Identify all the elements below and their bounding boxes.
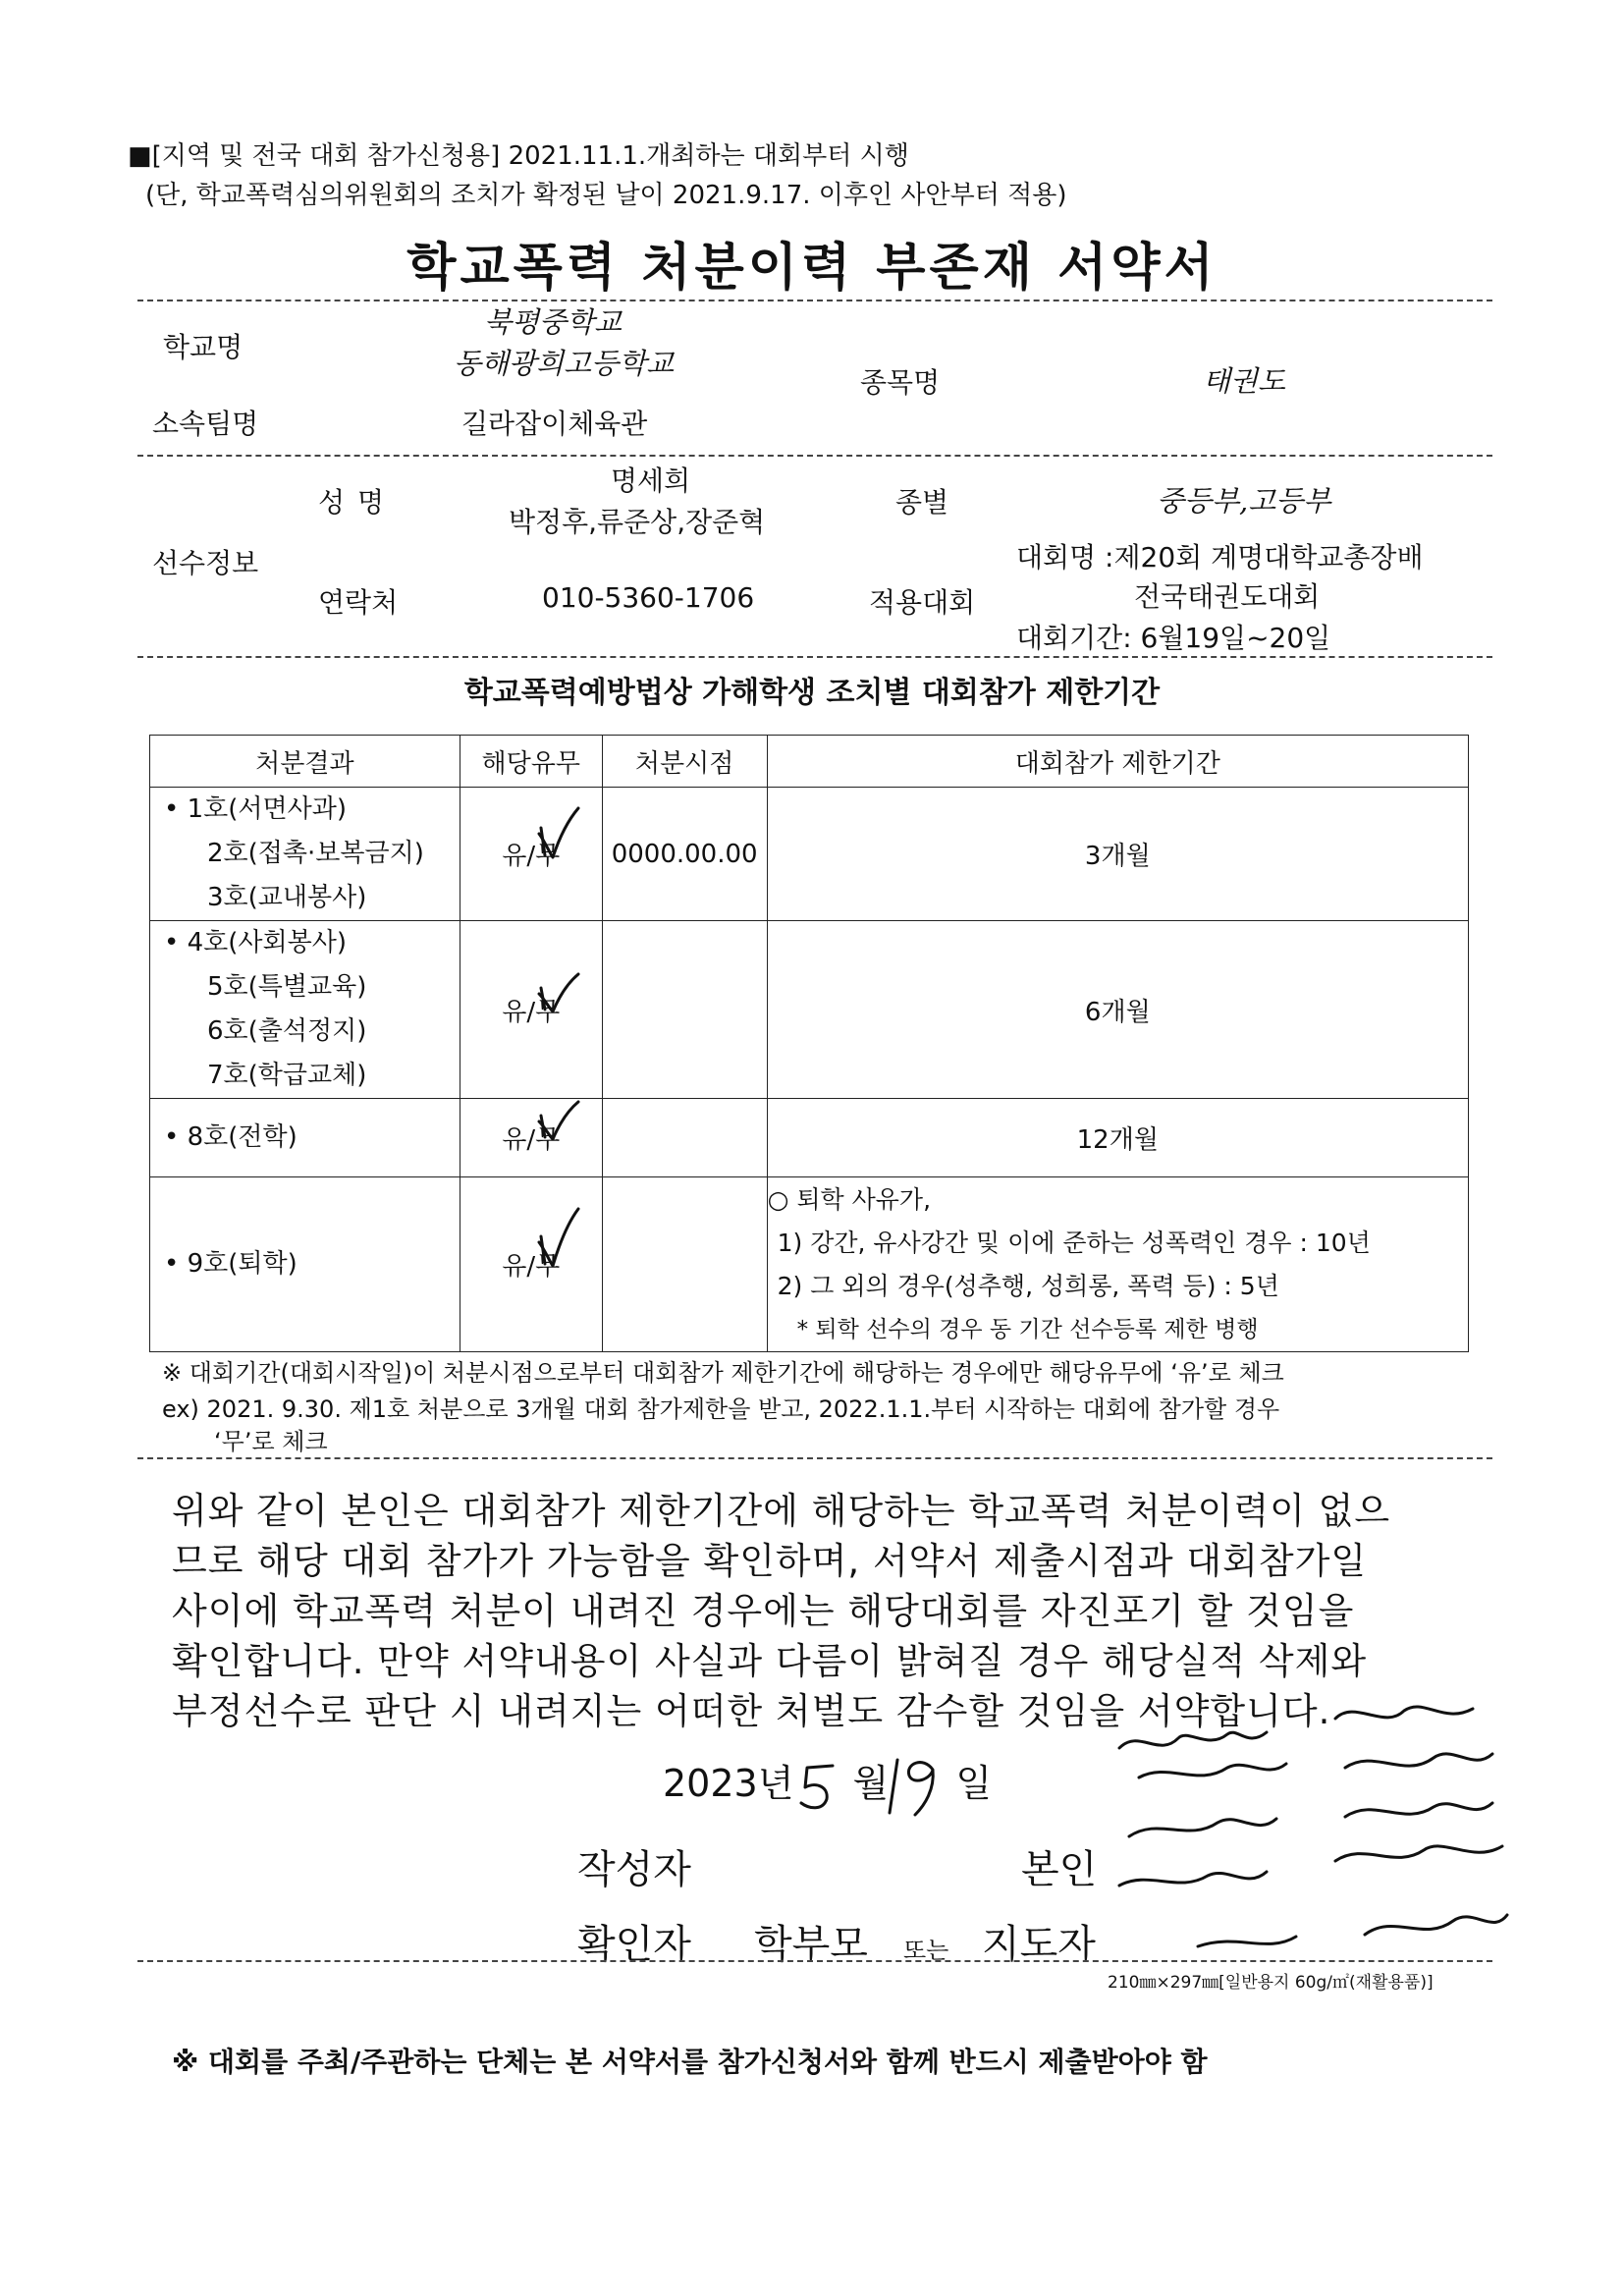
header-result: 처분결과 [150,736,460,788]
result-cell [150,788,460,921]
table-header-row [150,736,1469,788]
date-day-label: 일 [955,1762,993,1805]
writer-label: 작성자 [577,1847,691,1892]
parent-label: 학부모 [754,1922,868,1967]
event-value: 태권도 [1203,364,1286,398]
reason-line: ○ 퇴학 사유가, [767,1184,932,1214]
player-info-label: 선수정보 [152,547,259,579]
header-line-2: (단, 학교폭력심의위원회의 조치가 확정된 날이 2021.9.17. 이후인 사안부터 적용) [145,181,1067,210]
pledge-line: 므로 해당 대회 참가가 가능함을 확인하며, 서약서 제출시점과 대회참가일 [172,1540,1368,1582]
result-item: 2호(접촉·보복금지) [207,839,424,868]
names-line-1: 명세희 [611,465,691,497]
applicable-cell[interactable] [460,1177,602,1352]
handwritten-day [884,1750,943,1819]
name-label: 성 명 [318,486,386,519]
result-cell [150,921,460,1099]
date-year: 2023년 [663,1762,794,1805]
table-row [150,1177,1469,1352]
date-month-label: 월 [852,1762,890,1805]
school-value-2: 동해광희고등학교 [454,347,675,380]
result-item: • 4호(사회봉사) [164,928,348,957]
school-label: 학교명 [163,331,244,363]
pledge-line: 부정선수로 판단 시 내려지는 어떠한 처벌도 감수할 것임을 서약합니다. [172,1690,1331,1732]
final-note: ※ 대회를 주최/주관하는 단체는 본 서약서를 참가신청서와 함께 반드시 제출받아야 함 [172,2046,1208,2078]
reason-line: 2) 그 외의 경우(성추행, 성희롱, 폭력 등) : 5년 [777,1271,1279,1300]
pledge-line: 위와 같이 본인은 대회참가 제한기간에 해당하는 학교폭력 처분이력이 없으 [172,1490,1391,1532]
handwritten-signatures [1100,1689,1512,1984]
applicable-cell[interactable] [460,788,602,921]
yes-no-text: 유/무 [502,997,561,1027]
result-cell [150,1099,460,1177]
result-item: • 1호(서면사과) [164,794,348,824]
or-label: 또는 [903,1937,949,1964]
period-cell: 6개월 [767,921,1468,1099]
paper-spec: 210㎜×297㎜[일반용지 60g/㎡(재활용품)] [1108,1973,1434,1993]
divider [137,300,1492,301]
result-item: 3호(교내봉사) [207,883,367,912]
result-item: • 8호(전학) [164,1122,298,1152]
result-item: 6호(출석정지) [207,1016,367,1046]
table-row [150,921,1469,1099]
pledge-line: 사이에 학교폭력 처분이 내려진 경우에는 해당대회를 자진포기 할 것임을 [172,1590,1355,1632]
header-applicable: 해당유무 [460,736,602,788]
check-mark-icon [535,806,580,861]
divider [137,455,1492,457]
check-mark-icon [535,1098,580,1143]
header-date: 처분시점 [602,736,767,788]
yes-no-text: 유/무 [502,1125,561,1155]
header-period: 대회참가 제한기간 [767,736,1468,788]
date-cell [602,1177,767,1352]
coach-label: 지도자 [982,1922,1096,1967]
applicable-cell[interactable] [460,921,602,1099]
contact-label: 연락처 [318,586,399,619]
date-cell [602,921,767,1099]
pledge-line: 확인합니다. 만약 서약내용이 사실과 다름이 밝혀질 경우 해당실적 삭제와 [172,1640,1368,1682]
division-value: 중등부,고등부 [1157,484,1331,518]
period-cell: 12개월 [767,1099,1468,1177]
result-cell [150,1177,460,1352]
table-row [150,788,1469,921]
table-subtitle: 학교폭력예방법상 가해학생 조치별 대회참가 제한기간 [463,676,1161,710]
sanction-table [149,735,1469,1352]
competition-period: 대회기간: 6월19일~20일 [1016,622,1331,654]
note-1: ※ 대회기간(대회시작일)이 처분시점으로부터 대회참가 제한기간에 해당하는 경우에만 해당유무에 ‘유’로 체크 [162,1359,1284,1387]
school-value-1: 북평중학교 [484,305,623,339]
names-line-2: 박정후,류준상,장준혁 [509,506,766,538]
result-item: • 9호(퇴학) [164,1249,298,1279]
check-mark-icon [535,970,580,1015]
applicable-cell[interactable] [460,1099,602,1177]
event-label: 종목명 [860,366,941,399]
yes-no-text: 유/무 [502,842,561,871]
reason-line: 1) 강간, 유사강간 및 이에 준하는 성폭력인 경우 : 10년 [777,1228,1371,1257]
handwritten-month [793,1758,852,1817]
date-cell: 0000.00.00 [602,788,767,921]
period-cell [767,1177,1468,1352]
competition-name-line-2: 전국태권도대회 [1134,580,1321,613]
check-mark-icon [535,1207,580,1270]
division-label: 종별 [895,486,949,519]
reason-line: * 퇴학 선수의 경우 동 기간 선수등록 제한 병행 [796,1316,1259,1342]
competition-name-line-1: 대회명 :제20회 계명대학교총장배 [1016,541,1424,574]
team-value: 길라잡이체육관 [461,408,648,440]
header-line-1: ■[지역 및 전국 대회 참가신청용] 2021.11.1.개최하는 대회부터 시행 [128,141,909,171]
result-item: 5호(특별교육) [207,972,367,1002]
document-title: 학교폭력 처분이력 부존재 서약서 [406,239,1218,298]
divider [137,1457,1492,1459]
self-label: 본인 [1021,1847,1098,1892]
table-row [150,1099,1469,1177]
note-2: ex) 2021. 9.30. 제1호 처분으로 3개월 대회 참가제한을 받고, 2022.1.1.부터 시작하는 대회에 참가할 경우 [162,1395,1280,1423]
result-item: 7호(학급교체) [207,1061,367,1090]
divider [137,656,1492,658]
period-cell: 3개월 [767,788,1468,921]
date-cell [602,1099,767,1177]
note-3: ‘무’로 체크 [214,1428,328,1455]
applied-competition-label: 적용대회 [869,586,976,619]
contact-value: 010-5360-1706 [542,581,755,614]
yes-no-text: 유/무 [502,1252,561,1282]
team-label: 소속팀명 [152,408,259,440]
divider [137,1960,1492,1962]
confirmer-label: 확인자 [577,1922,691,1967]
